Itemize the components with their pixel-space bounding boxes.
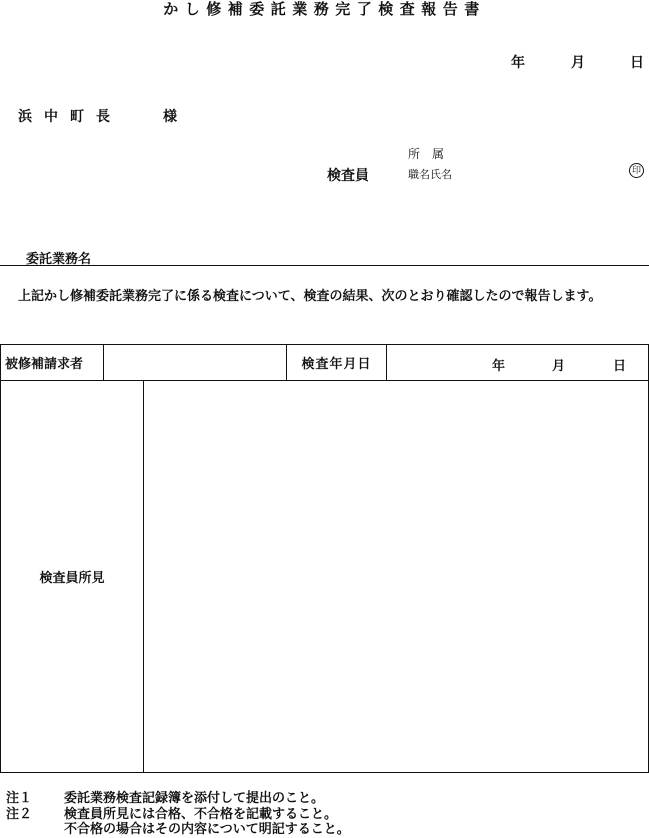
opinion-field[interactable] — [144, 380, 648, 772]
date-month-label: 月 — [571, 55, 585, 71]
contract-name-field[interactable] — [0, 265, 649, 266]
inspection-date-label: 検査年月日 — [287, 345, 387, 380]
affiliation-label: 所属 — [408, 147, 457, 161]
inspection-date-day: 日 — [613, 359, 627, 374]
position-name-label: 職名氏名 — [408, 168, 452, 181]
contract-name-label: 委託業務名 — [26, 252, 92, 267]
date-day-label: 日 — [630, 55, 644, 71]
requester-label: 被修補請求者 — [1, 345, 104, 380]
note-1-mark: 注１ — [6, 791, 33, 806]
inspector-label: 検査員 — [327, 168, 369, 184]
note-2-text: 検査員所見には合格、不合格を記載すること。 — [64, 807, 338, 822]
info-table — [0, 344, 649, 381]
note-1 — [6, 791, 324, 807]
inspection-date-field[interactable] — [387, 345, 648, 380]
document-title: かし修補委託業務完了検査報告書 — [163, 0, 486, 18]
inspection-date-year: 年 — [492, 359, 506, 374]
inspection-date-month: 月 — [552, 359, 566, 374]
opinion-label: 検査員所見 — [1, 380, 144, 772]
note-3-text: 不合格の場合はその内容について明記すること。 — [64, 822, 350, 837]
addressee-honorific: 様 — [163, 109, 177, 125]
note-2-mark: 注２ — [6, 807, 33, 822]
note-1-text: 委託業務検査記録簿を添付して提出のこと。 — [64, 791, 325, 806]
addressee-name: 浜中町長 — [18, 109, 122, 125]
note-3 — [6, 822, 350, 838]
seal-mark: 印 — [629, 163, 644, 178]
date-year-label: 年 — [511, 55, 525, 71]
opinion-section — [0, 380, 649, 773]
report-body-text: 上記かし修補委託業務完了に係る検査について、検査の結果、次のとおり確認したので報告します。 — [18, 289, 602, 304]
note-2 — [6, 807, 337, 823]
requester-field[interactable] — [104, 345, 287, 380]
